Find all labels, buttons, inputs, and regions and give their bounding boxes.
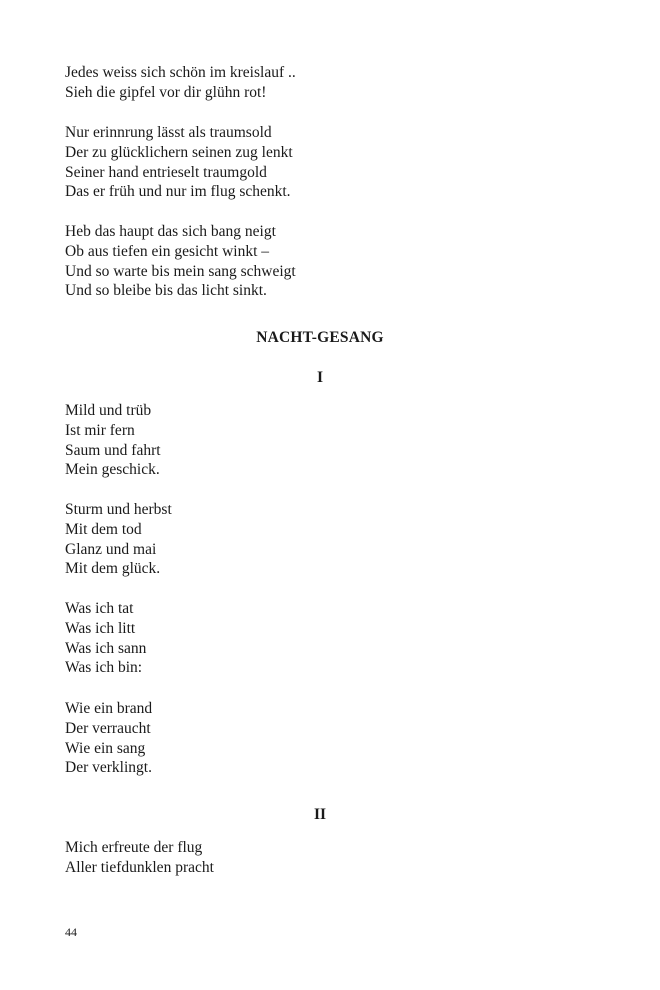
poem-line: Was ich sann [65,639,147,657]
stanza [65,123,585,202]
poem-line: Mein geschick. [65,461,160,479]
stanza [65,838,585,878]
poem-line: Was ich tat [65,600,134,617]
poem-line: Seiner hand entrieselt traumgold [65,163,267,181]
section-numeral: I [316,369,324,386]
poem-line: Aller tiefdunklen pracht [65,858,214,876]
page-number: 44 [65,925,77,939]
poem-line: Wie ein sang [65,739,146,757]
poem-line: Und so warte bis mein sang schweigt [65,262,296,280]
stanza [65,599,585,678]
stanza [65,699,585,778]
poem-line: Jedes weiss sich schön im kreislauf .. [65,64,296,81]
poem-line: Ist mir fern [65,421,135,439]
poem-line: Das er früh und nur im flug schenkt. [65,183,291,201]
poem-line: Was ich litt [65,619,136,637]
poem-title: NACHT-GESANG [256,329,384,346]
poem-line: Mit dem glück. [65,560,161,578]
poem-line: Mild und trüb [65,402,152,419]
poem-line: Ob aus tiefen ein gesicht winkt – [65,242,270,260]
poem-line: Was ich bin: [65,659,143,677]
stanza [65,222,585,301]
section-numeral: II [313,806,327,823]
poem-line: Mit dem tod [65,520,142,538]
poem-line: Heb das haupt das sich bang neigt [65,223,276,240]
poem-line: Sturm und herbst [65,501,172,518]
poem-line: Saum und fahrt [65,441,161,459]
poem-line: Der zu glücklichern seinen zug lenkt [65,143,293,161]
poem-line: Der verklingt. [65,759,152,777]
stanza [65,401,585,480]
poem-line: Und so bleibe bis das licht sinkt. [65,282,267,300]
poem-line: Sieh die gipfel vor dir glühn rot! [65,83,267,101]
stanza [65,63,585,103]
poem-line: Wie ein brand [65,700,153,717]
stanza [65,500,585,579]
poem-line: Mich erfreute der flug [65,839,203,856]
poem-line: Glanz und mai [65,540,157,558]
poem-line: Nur erinnrung lässt als traumsold [65,124,272,141]
poem-line: Der verraucht [65,719,151,737]
